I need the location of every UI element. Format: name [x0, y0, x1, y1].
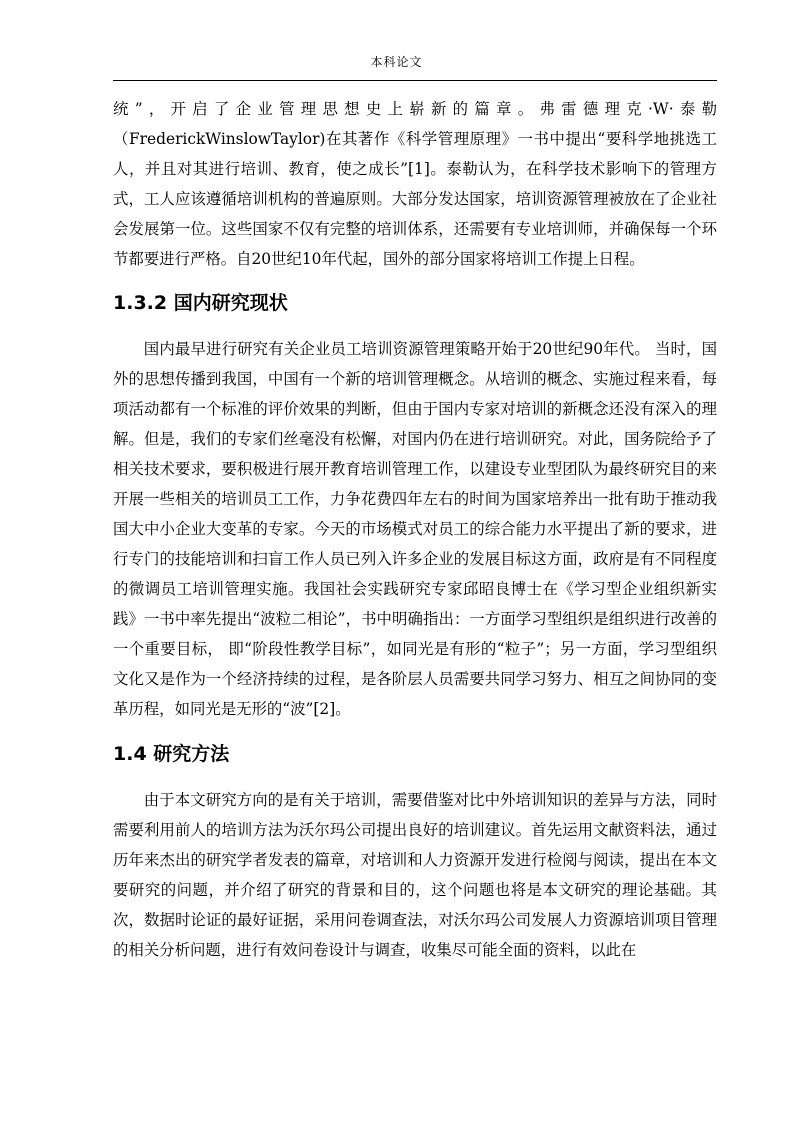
section-heading-domestic-research: 1.3.2 国内研究现状: [113, 292, 288, 314]
continued-paragraph: 统”，开启了企业管理思想史上崭新的篇章。弗雷德理克·W·泰勒（FrederickWinslowTaylor)在其著作《科学管理原理》一书中提出“要科学地挑选工人，并且对其进行培训、教育，使之成长”[1]。泰勒认为，在科学技术影响下的管理方式，工人应该遵循培训机构的普遍原则。大部分发达国家，培训资源管理被放在了企业社会发展第一位。这些国家不仅有完整的培训体系，还需要有专业培训师，并确保每一个环节都要进行严格。自20世纪10年代起，国外的部分国家将培训工作提上日程。: [113, 100, 717, 268]
research-methods-paragraph: 由于本文研究方向的是有关于培训，需要借鉴对比中外培训知识的差异与方法，同时需要利用前人的培训方法为沃尔玛公司提出良好的培训建议。首先运用文献资料法，通过历年来杰出的研究学者发表的篇章，对培训和人力资源开发进行检阅与阅读，提出在本文要研究的问题，并介绍了研究的背景和目的，这个问题也将是本文研究的理论基础。其次，数据时论证的最好证据，采用问卷调查法，对沃尔玛公司发展人力资源培训项目管理的相关分析问题，进行有效问卷设计与调查，收集尽可能全面的资料，以此在: [113, 791, 717, 959]
page-header-title: 本科论文: [370, 55, 423, 69]
header-divider: [113, 80, 717, 81]
section-heading-research-methods: 1.4 研究方法: [113, 743, 230, 765]
domestic-research-paragraph: 国内最早进行研究有关企业员工培训资源管理策略开始于20世纪90年代。 当时，国外的思想传播到我国，中国有一个新的培训管理概念。从培训的概念、实施过程来看，每项活动都有一个标准的评价效果的判断，但由于国内专家对培训的新概念还没有深入的理解。但是，我们的专家们丝毫没有松懈，对国内仍在进行培训研究。对此，国务院给予了相关技术要求，要积极进行展开教育培训管理工作，以建设专业型团队为最终研究目的来开展一些相关的培训员工工作，力争花费四年左右的时间为国家培养出一批有助于推动我国大中小企业大变革的专家。今天的市场模式对员工的综合能力水平提出了新的要求，进行专门的技能培训和扫盲工作人员已列入许多企业的发展目标这方面，政府是有不同程度的微调员工培训管理实施。我国社会实践研究专家邱昭良博士在《学习型企业组织新实践》一书中率先提出“波粒二相论”，书中明确指出：一方面学习型组织是组织进行改善的一个重要目标， 即“阶段性教学目标”，如同光是有形的“粒子”；另一方面，学习型组织文化又是作为一个经济持续的过程，是各阶层人员需要共同学习努力、相互之间协同的变革历程，如同光是无形的“波”[2]。: [113, 340, 717, 718]
page-body: [113, 94, 717, 965]
